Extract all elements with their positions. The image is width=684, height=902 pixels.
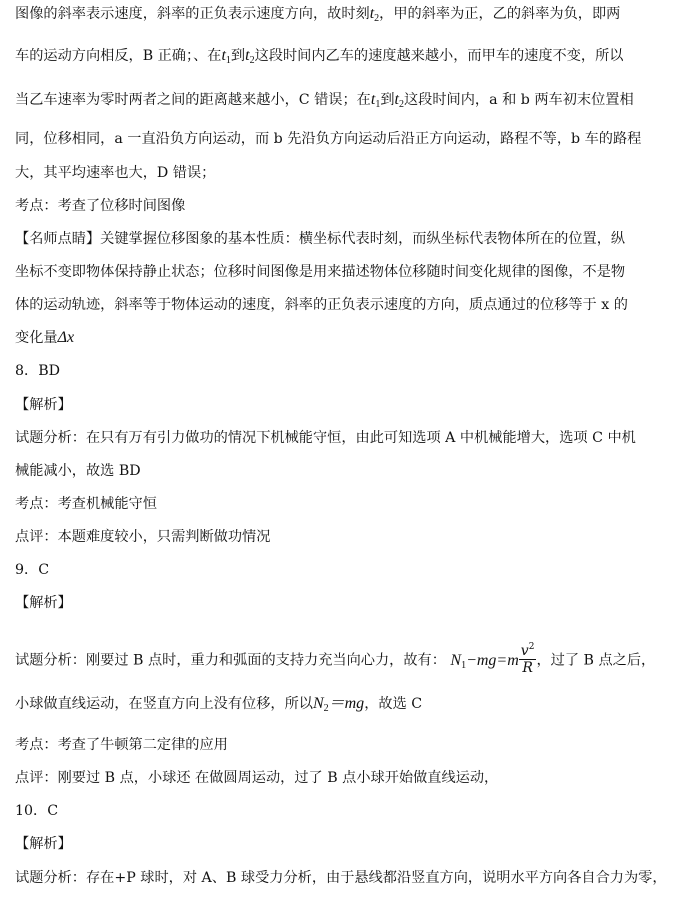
text-span: 这段时间内，a 和 b 两车初末位置相 [403, 92, 634, 108]
text-line [15, 46, 623, 71]
text-line [15, 642, 655, 679]
text-line: 【名师点睛】关键掌握位移图象的基本性质：横坐标代表时刻，而纵坐标代表物体所在的位置，纵 [15, 231, 626, 247]
section-heading: 【解析】 [15, 836, 72, 852]
text-span: ，甲的斜率为正，乙的斜率为负，即两 [379, 6, 621, 22]
text-line: 点评：刚要过 B 点，小球还 在做圆周运动，过了 B 点小球开始做直线运动， [15, 770, 499, 786]
text-span: 到 [230, 48, 246, 64]
text-span: 小球做直线运动，在竖直方向上没有位移，所以 [15, 696, 313, 712]
section-heading: 【解析】 [15, 595, 72, 611]
text-line [15, 90, 634, 115]
text-line: 大，其平均速率也大，D 错误； [15, 165, 216, 181]
math-equation: $N_1-mg=m$ [450, 651, 519, 671]
math-t1: $t_1$ [370, 91, 381, 110]
section-heading: 【解析】 [15, 397, 72, 413]
text-line: 考点：考查了牛顿第二定律的应用 [15, 737, 228, 753]
text-span: 试题分析：刚要过 B 点时，重力和弧面的支持力充当向心力，故有： [15, 652, 446, 669]
math-t2: $t_2$ [394, 91, 404, 110]
text-line: 坐标不变即物体保持静止状态；位移时间图像是用来描述物体位移随时间变化规律的图像，不是物 [15, 264, 626, 280]
text-span: 这段时间内乙车的速度越来越小，而甲车的速度不变，所以 [254, 48, 624, 64]
math-t2: $t_2$ [369, 5, 380, 24]
text-line: 体的运动轨迹，斜率等于物体运动的速度，斜率的正负表示速度的方向，质点通过的位移等于 x 的 [15, 297, 628, 313]
text-span: ，故选 C [364, 696, 423, 712]
text-line: 点评：本题难度较小，只需判断做功情况 [15, 529, 271, 545]
math-delta-x: Δx [57, 329, 75, 346]
text-line [15, 694, 422, 719]
text-line: 考点：考查了位移时间图像 [15, 198, 186, 214]
answer-number: 10．C [15, 803, 59, 819]
math-fraction: $\frac{v^2}{R}$ [520, 642, 535, 676]
text-line: 试题分析：在只有万有引力做功的情况下机械能守恒，由此可知选项 A 中机械能增大，选项 C 中机 [15, 430, 636, 446]
text-span: 到 [380, 92, 395, 108]
text-line [15, 328, 74, 348]
math-t1: $t_1$ [221, 47, 231, 66]
text-span: 车的运动方向相反，B 正确；、在 [15, 48, 222, 64]
text-span: 当乙车速率为零时两者之间的距离越来越小，C 错误；在 [15, 92, 371, 108]
text-span: 变化量 [15, 330, 58, 346]
math-t2: $t_2$ [245, 47, 255, 66]
text-line: 考点：考查机械能守恒 [15, 496, 157, 512]
text-line: 试题分析：存在+P 球时，对 A、B 球受力分析，由于悬线都沿竖直方向，说明水平方向各自合力为零， [15, 870, 667, 886]
answer-number: 9．C [15, 562, 50, 578]
text-span: ，过了 B 点之后， [536, 652, 656, 669]
text-line: 械能减小，故选 BD [15, 463, 141, 479]
text-line: 同，位移相同，a 一直沿负方向运动，而 b 先沿负方向运动后沿正方向运动，路程不等，b 车的路程 [15, 131, 642, 147]
text-line [15, 4, 620, 29]
math-equation: $N_2=mg$ [312, 695, 365, 714]
answer-number: 8．BD [15, 363, 61, 379]
text-span: 图像的斜率表示速度，斜率的正负表示速度方向，故时刻 [15, 6, 370, 22]
